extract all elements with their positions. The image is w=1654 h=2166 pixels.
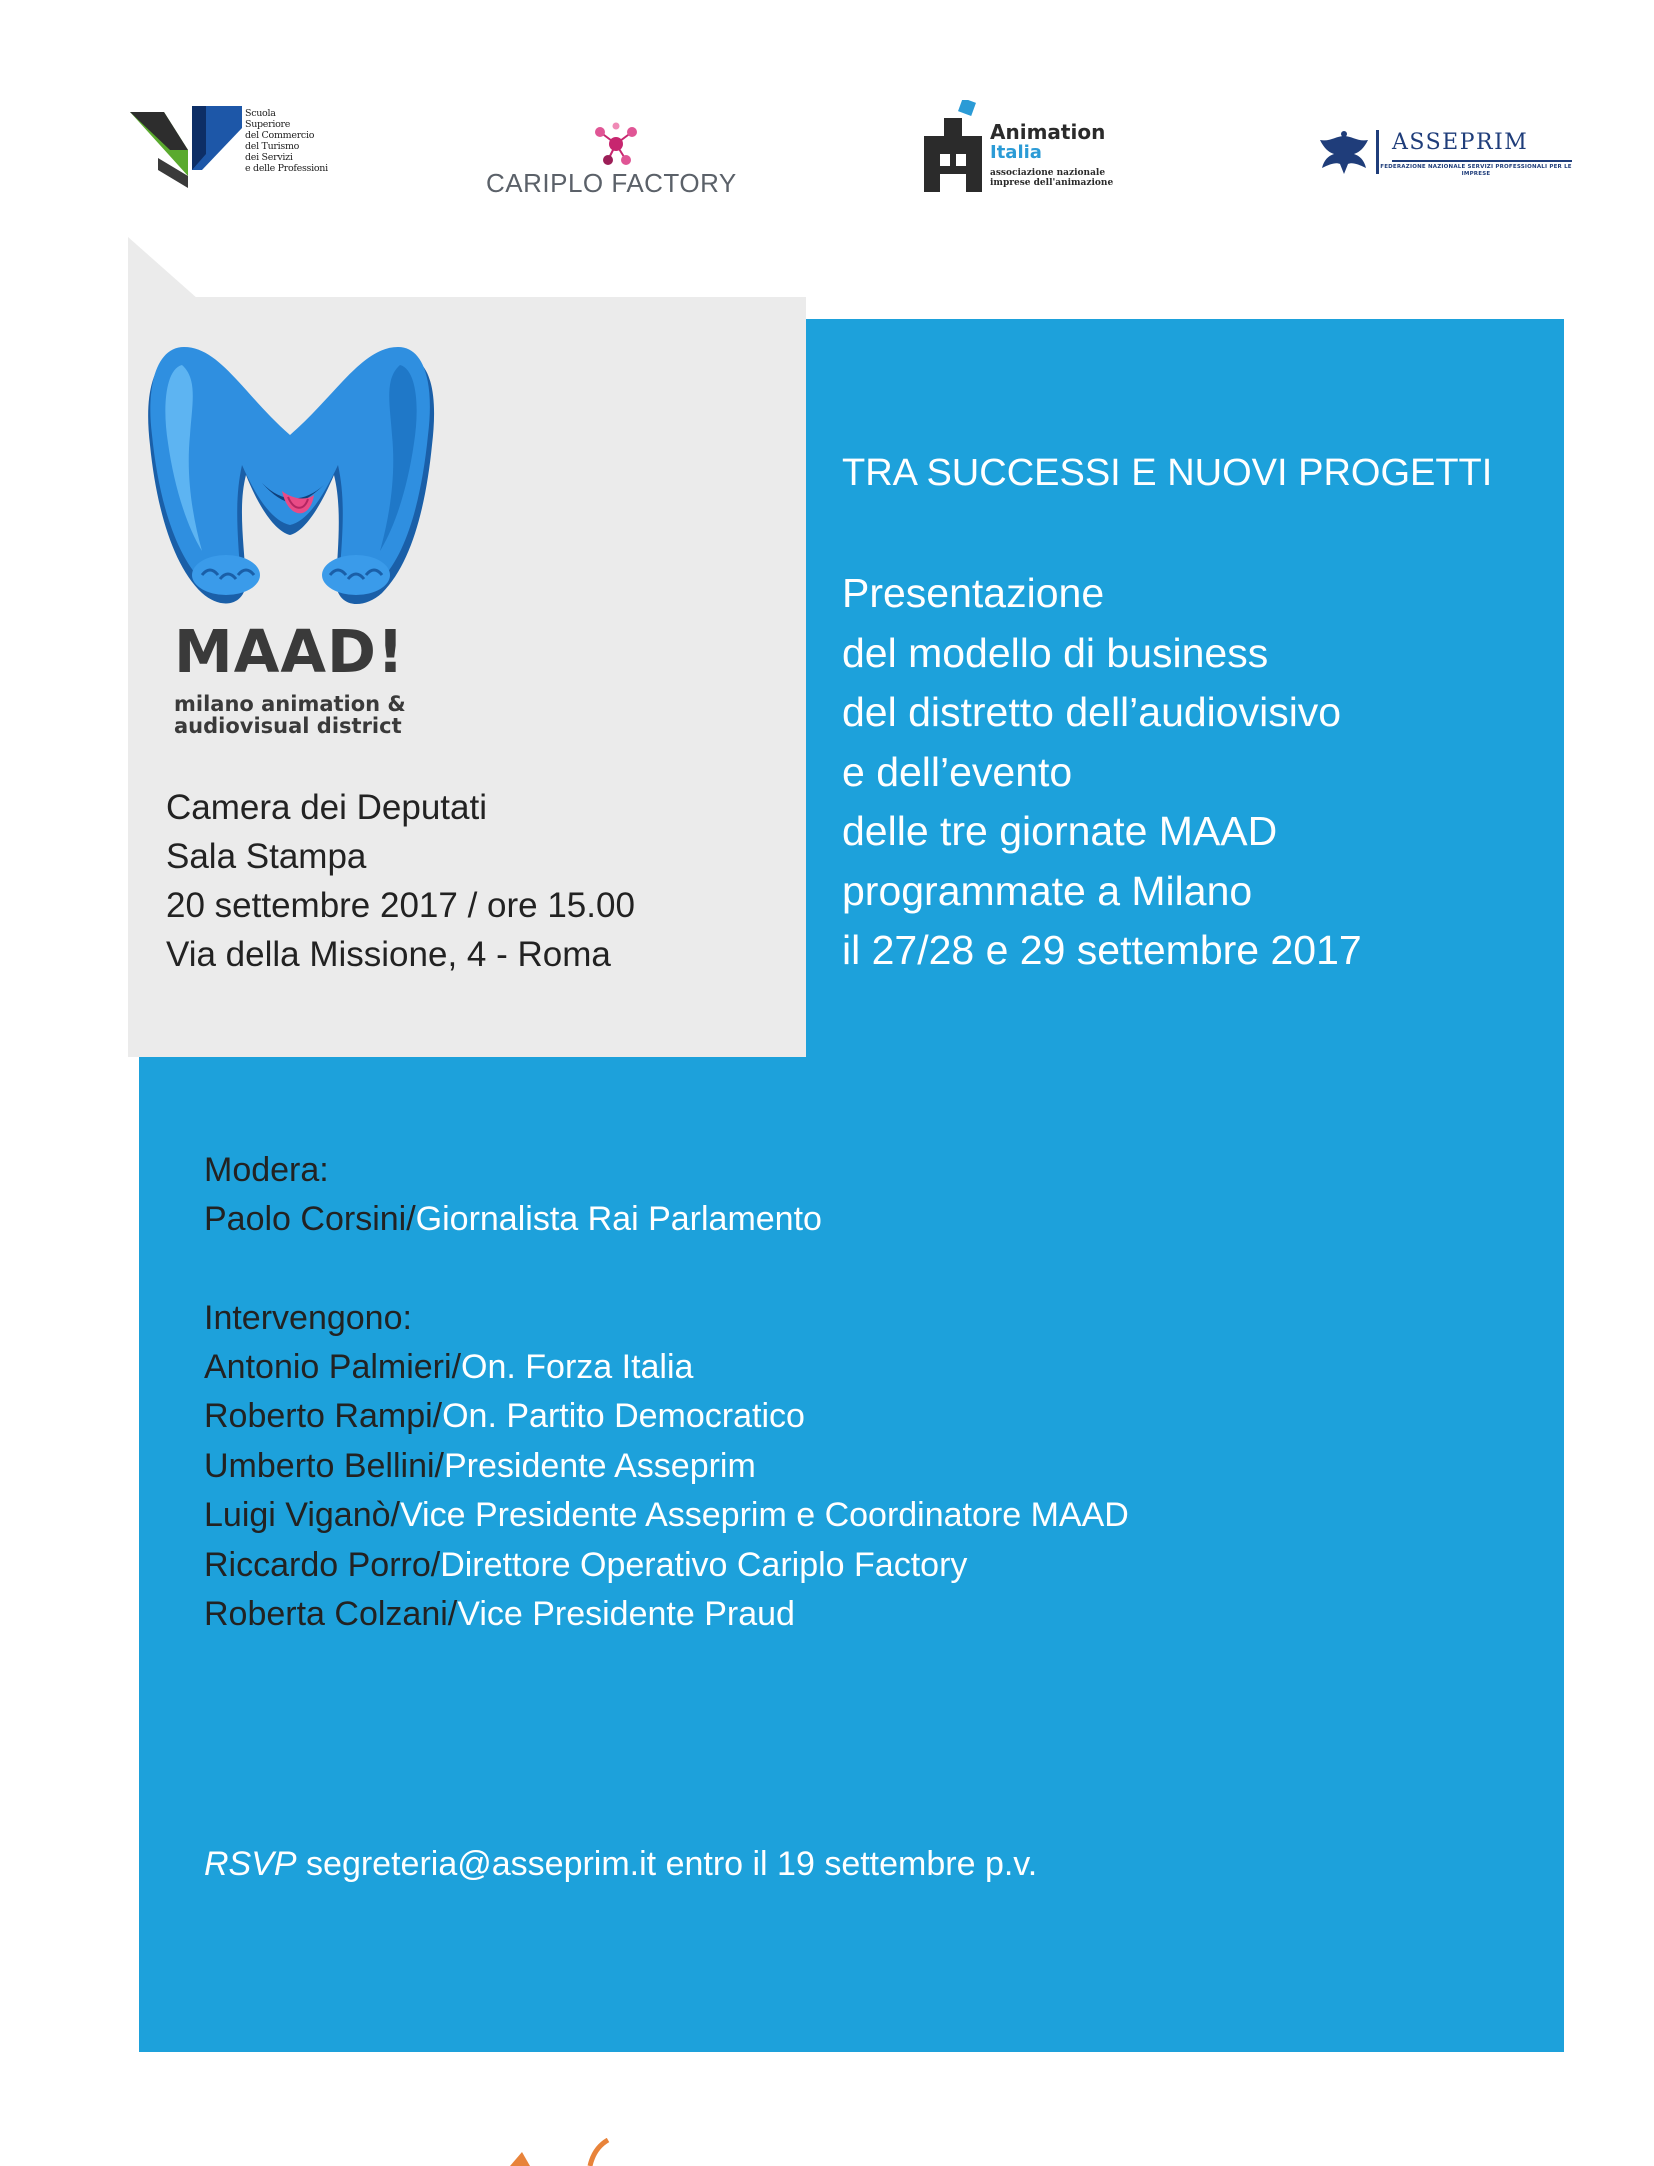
speaker-name: Riccardo Porro/ [204,1545,441,1584]
italia-text: Italia [990,142,1042,163]
maad-logo [142,335,462,745]
scuola-text: Scuola Superiore del Commercio del Turismo dei Servizi e delle Professioni [245,108,328,174]
maad-m-mascot-icon [142,335,462,615]
speakers-section [204,1146,1129,1640]
scuola-emblem-icon [130,106,242,188]
desc-line: e dell’evento [842,748,1073,795]
speaker-row [204,1343,1129,1393]
speaker-row [204,1541,1129,1591]
speakers-label: Intervengono: [204,1298,412,1337]
rsvp-text: segreteria@asseprim.it entro il 19 settembre p.v. [296,1845,1038,1883]
speech-bubble-tab [128,237,198,299]
scuola-superiore-logo [130,106,350,206]
asseprim-logo [1316,126,1572,186]
maad-subtitle: milano animation & audiovisual district [174,692,406,738]
desc-line: programmate a Milano [842,867,1253,914]
event-description [842,564,1362,981]
asseprim-name: ASSEPRIM [1392,130,1529,155]
rsvp-line [204,1845,1037,1884]
venue-address: Via della Missione, 4 - Roma [166,935,611,974]
speaker-role: Giornalista Rai Parlamento [415,1200,822,1238]
speaker-role: Direttore Operativo Cariplo Factory [440,1545,968,1584]
desc-line: delle tre giornate MAAD [842,808,1278,854]
speaker-name: Paolo Corsini/ [204,1200,416,1238]
speaker-name: Roberto Rampi/ [204,1397,443,1435]
cariplo-factory-logo [486,122,742,202]
animation-italia-logo [920,100,1120,200]
headline: TRA SUCCESSI E NUOVI PROGETTI [842,452,1493,494]
desc-line: il 27/28 e 29 settembre 2017 [842,927,1362,973]
eagle-icon [1316,130,1372,176]
speaker-role: Vice Presidente Asseprim e Coordinatore MAAD [399,1496,1129,1534]
animation-italia-subtitle: associazione nazionale imprese dell'animazione [990,168,1114,188]
molecule-icon [586,122,646,168]
speaker-name: Roberta Colzani/ [204,1595,458,1633]
speaker-row [204,1491,1129,1541]
speaker-row [204,1392,1129,1442]
speaker-name: Luigi Viganò/ [204,1496,400,1534]
speaker-row [204,1590,1129,1640]
venue-room: Sala Stampa [166,837,367,876]
speaker-name: Antonio Palmieri/ [204,1347,462,1386]
moderator-row [204,1195,1129,1245]
venue-info [166,783,635,979]
moderator-label: Modera: [204,1151,329,1189]
desc-line: del distretto dell’audiovisivo [842,689,1342,735]
bottom-partial-logo-icon [470,2138,630,2166]
speaker-role: On. Partito Democratico [442,1397,805,1435]
cariplo-factory-text: CARIPLO FACTORY [486,168,737,198]
venue-place: Camera dei Deputati [166,788,487,827]
speaker-role: Vice Presidente Praud [457,1595,795,1633]
speaker-row [204,1442,1129,1492]
rsvp-label: RSVP [204,1845,297,1883]
speaker-name: Umberto Bellini/ [204,1446,444,1485]
desc-line: del modello di business [842,629,1269,676]
venue-date-time: 20 settembre 2017 / ore 15.00 [166,886,635,925]
speaker-role: On. Forza Italia [461,1347,694,1386]
animation-text: Animation [990,120,1106,144]
speaker-role: Presidente Asseprim [443,1446,756,1485]
maad-title: MAAD! [174,617,405,686]
asseprim-subtitle: FEDERAZIONE NAZIONALE SERVIZI PROFESSIONALI PER LE IMPRESE [1380,164,1572,177]
asseprim-rule [1392,160,1572,162]
animation-italia-emblem-icon [920,100,986,194]
desc-line: Presentazione [842,570,1105,616]
